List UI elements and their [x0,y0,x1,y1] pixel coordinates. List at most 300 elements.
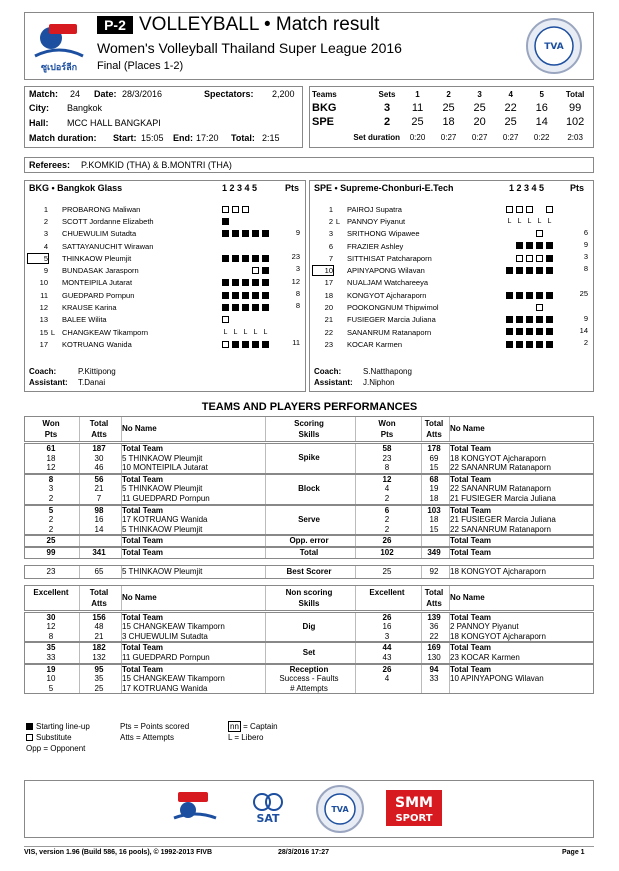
perf-cell: No Name [122,592,157,602]
player-left: 5 THINKAOW Pleumjit [122,484,203,494]
legend-start: Starting line-up [36,722,90,731]
won-pts-left: 25 [46,536,56,546]
best-atts-right: 92 [429,566,439,576]
libero-marker: L [223,328,228,336]
score-table [310,87,593,145]
player-name: PROBARONG Maliwan [62,204,141,214]
spe-team-title: SPE • Supreme-Chonburi-E.Tech [314,183,454,193]
won-pts-left: 5 [48,505,54,515]
player-right: 21 FUSIEGER Marcia Juliana [450,494,556,503]
player-name: KONGYOT Ajcharaporn [347,290,427,300]
player-number: 17 [39,339,48,349]
player-name: KRAUSE Karina [62,303,117,313]
player-number: 10 [39,278,48,288]
player-sets [506,204,556,213]
won-pts-right: 102 [380,548,394,557]
set-duration-label: Set duration [353,132,400,142]
player-sets [222,315,272,324]
player-right: Total Team [450,474,492,484]
footer-timestamp: 28/3/2016 17:27 [278,849,329,856]
spe-assistant-label: Assistant: [314,378,353,387]
total-atts-right: 22 [429,631,439,641]
player-name: APINYAPONG Wilavan [347,266,425,276]
substitute-square-icon [222,316,229,323]
won-pts-left: 30 [46,612,56,622]
player-right: 18 KONGYOT Ajcharaporn [450,631,546,641]
starting-square-icon [536,292,543,299]
footer-divider [24,846,594,847]
starting-square-icon [536,341,543,348]
start-time: 15:05 [141,133,164,143]
player-name: SITTHISAT Patcharaporn [347,253,432,263]
player-points: 8 [295,289,300,299]
perf-cell: Total Atts [89,587,109,608]
starting-square-icon [232,341,239,348]
set1-duration: 0:20 [409,132,426,142]
won-pts-left: 12 [46,463,56,473]
starting-square-icon [262,230,269,237]
total-atts-right: 19 [429,484,439,494]
date-label: Date: [94,89,117,99]
starting-square-icon [252,279,259,286]
stage-name: Final (Places 1-2) [97,60,184,72]
sponsor-tva-logo [312,784,368,834]
player-number: 12 [39,303,48,313]
starting-square-icon [232,304,239,311]
starting-square-icon [506,316,513,323]
player-points: 2 [583,338,588,348]
bkg-assistant: T.Danai [78,378,106,387]
starting-square-icon [546,267,553,274]
player-row [28,277,302,289]
player-name: THINKAOW Pleumjit [62,253,132,263]
score-header-set2: 2 [446,89,451,99]
won-pts-right: 26 [382,664,392,674]
sets-won-spe: 2 [383,116,391,128]
total-atts-right: 103 [427,505,441,515]
player-number: 15 [39,327,48,337]
total-atts-right: 33 [429,674,439,684]
player-name: POOKONGNUM Thipwimol [347,303,439,313]
player-number: 17 [324,278,333,288]
city-label: City: [29,103,49,113]
perf-cell: Total Atts [424,419,444,439]
player-sets [506,241,556,250]
duration-label: Match duration: [29,133,97,143]
starting-square-icon [536,328,543,335]
player-left: Total Team [122,505,164,515]
player-number: 21 [324,315,333,325]
perf-cell: Excellent [369,587,405,597]
player-left: Total Team [122,536,164,546]
hall-label: Hall: [29,118,49,128]
bkg-set5: 16 [535,102,548,114]
spe-pts-header: Pts [570,183,585,193]
player-name: SRITHONG Wipawee [347,229,420,239]
league-name: Women's Volleyball Thailand Super League 2016 [97,40,402,56]
starting-square-icon [526,341,533,348]
starting-square-icon [546,328,553,335]
score-header-sets: Sets [378,89,396,99]
won-pts-left: 61 [46,444,56,453]
player-sets [506,216,556,225]
starting-square-icon [232,279,239,286]
player-points: 3 [295,264,300,274]
set3-duration: 0:27 [471,132,488,142]
player-number: 2 [328,216,333,226]
player-number: 11 [40,290,48,300]
performances-title: TEAMS AND PLAYERS PERFORMANCES [201,401,418,413]
starting-square-icon [252,341,259,348]
substitute-square-icon [536,304,543,311]
player-number: 13 [39,315,48,325]
starting-square-icon [242,279,249,286]
player-left: 10 MONTEIPILA Jutarat [122,463,208,473]
substitute-square-icon [516,206,523,213]
won-pts-right: 26 [382,536,392,546]
player-number: 1 [328,204,333,214]
won-pts-left: 3 [48,484,54,494]
total-atts-right: 130 [427,653,441,662]
player-points: 3 [583,252,588,262]
player-left: 3 CHUEWULIM Sutadta [122,631,208,641]
captain-marker: nn [230,722,239,731]
performances-tables [24,416,594,718]
player-right [448,684,594,694]
league-logo [29,16,89,76]
best-atts-left: 65 [94,566,104,576]
starting-square-icon [252,292,259,299]
player-row [313,326,590,338]
starting-square-icon [536,267,543,274]
starting-square-icon [546,292,553,299]
player-left: Total Team [122,664,164,674]
footer-page: Page 1 [562,849,585,856]
player-sets [222,327,272,336]
spe-set1: 25 [411,116,424,128]
won-pts-left: 5 [48,683,54,693]
spectators-label: Spectators: [204,89,254,99]
player-row [28,240,302,252]
score-header-set1: 1 [415,89,420,99]
svg-text:ซูเปอร์ลีก: ซูเปอร์ลีก [40,63,78,73]
bkg-set3: 25 [473,102,486,114]
player-points: 12 [291,276,300,286]
spe-coach-label: Coach: [314,367,342,376]
won-pts-right: 6 [384,505,390,515]
player-left: 15 CHANGKEAW Tikamporn [122,622,225,632]
player-number: 4 [43,241,48,251]
player-number: 18 [324,290,333,300]
spe-set2: 18 [442,116,455,128]
start-label: Start: [113,133,137,143]
starting-square-icon [242,341,249,348]
starting-lineup-square-icon [26,723,33,730]
player-number: 7 [328,253,333,263]
bkg-coach: P.Kittipong [78,367,116,376]
player-points: 14 [579,325,588,335]
player-name: SCOTT Jordanne Elizabeth [62,216,154,226]
starting-square-icon [262,255,269,262]
total-atts-right: 169 [427,643,441,653]
player-sets [222,216,272,225]
player-number: 9 [43,266,48,276]
starting-square-icon [526,267,533,274]
player-row [313,301,590,313]
player-name: BUNDASAK Jarasporn [62,266,139,276]
score-header-total: Total [565,89,585,99]
total-atts-left: 341 [92,548,106,557]
skill-name: Opp. error [289,536,329,546]
total-atts-left: 7 [96,494,102,503]
player-row [28,338,302,350]
player-right: 22 SANANRUM Ratanaporn [450,524,551,534]
starting-square-icon [242,292,249,299]
end-time: 17:20 [196,133,219,143]
svg-text:SMM: SMM [395,795,433,811]
won-pts-left: 8 [48,631,54,641]
libero-flag: L [335,216,341,226]
player-left: 11 GUEDPARD Pornpun [122,494,210,503]
spe-set3: 20 [473,116,486,128]
player-row [313,252,590,264]
total-atts-left: 21 [94,484,104,494]
legend-libero: L = Libero [228,733,264,742]
spe-total: 102 [565,116,585,128]
libero-marker: L [517,218,522,226]
total-atts-right: 349 [427,548,441,557]
starting-square-icon [262,341,269,348]
starting-square-icon [506,328,513,335]
libero-marker: L [547,218,552,226]
player-left: 5 THINKAOW Pleumjit [122,453,203,463]
substitute-square-icon [242,206,249,213]
best-scorer-left: 5 THINKAOW Pleumjit [122,566,203,576]
won-pts-left: 2 [48,515,54,525]
player-row [28,301,302,313]
total-atts-left: 56 [94,474,104,484]
player-right: Total Team [450,536,492,546]
player-sets [506,339,556,348]
won-pts-left: 10 [46,674,56,684]
player-sets [222,229,272,238]
player-right: 21 FUSIEGER Marcia Juliana [450,515,556,525]
sponsors-box [24,780,594,838]
player-left: 5 THINKAOW Pleumjit [122,524,203,534]
won-pts-right: 2 [384,494,390,503]
total-atts-left: 46 [94,463,104,473]
player-row [313,215,590,227]
substitute-square-icon [516,255,523,262]
player-right: 22 SANANRUM Ratanaporn [450,484,551,494]
libero-marker: L [233,328,238,336]
bkg-set-header: 1 2 3 4 5 [222,183,258,193]
starting-square-icon [262,279,269,286]
spe-player-list [313,203,590,351]
skill-name: Block [298,483,320,493]
won-pts-right: 26 [382,612,392,622]
total-atts-right: 68 [429,474,439,484]
won-pts-left: 35 [46,643,56,653]
starting-square-icon [222,218,229,225]
skill-name: Total [299,548,319,557]
player-right: Total Team [450,505,492,515]
player-row [28,203,302,215]
player-points: 6 [583,227,588,237]
legend-atts: Atts = Attempts [120,733,175,742]
starting-square-icon [252,230,259,237]
skill-name: Reception [289,664,329,674]
libero-marker: L [253,328,258,336]
player-row [313,264,590,276]
starting-square-icon [516,267,523,274]
player-right: 18 KONGYOT Ajcharaporn [450,453,546,463]
match-date: 28/3/2016 [122,89,163,99]
player-row [313,203,590,215]
total-atts-left [78,536,120,546]
starting-square-icon [262,292,269,299]
total-atts-left: 16 [94,515,104,525]
bkg-coach-label: Coach: [29,367,57,376]
won-pts-left: 19 [46,664,56,674]
total-atts-left: 25 [94,683,104,693]
total-atts-right [420,684,448,694]
player-row [28,252,302,264]
perf-cell: No Name [450,592,485,602]
libero-marker: L [537,218,542,226]
total-atts-right: 18 [429,494,439,503]
player-right: Total Team [450,612,492,622]
total-atts-left: 156 [92,612,106,622]
won-pts-right: 4 [384,674,390,684]
player-points: 8 [583,264,588,274]
skill-name: Dig [302,621,316,631]
player-number: 22 [324,327,333,337]
substitute-square-icon [546,206,553,213]
total-atts-right: 94 [429,664,439,674]
libero-marker: L [527,218,532,226]
starting-square-icon [526,292,533,299]
player-name: GUEDPARD Pornpun [62,290,135,300]
player-right: Total Team [450,444,492,453]
player-sets [222,241,272,250]
total-atts-left: 95 [94,664,104,674]
won-pts-left: 99 [46,548,56,557]
player-name: FRAZIER Ashley [347,241,404,251]
player-number: 3 [328,229,333,239]
total-atts-left: 21 [94,631,104,641]
player-sets [506,265,556,274]
substitute-square-icon [536,230,543,237]
player-sets [506,278,556,287]
starting-square-icon [516,292,523,299]
player-right: Total Team [450,548,492,557]
perf-cell: Non scoring Skills [285,587,333,608]
player-sets [222,302,272,311]
bkg-assistant-label: Assistant: [29,378,68,387]
legend-sub: Substitute [36,733,72,742]
won-pts-left: 2 [48,494,54,503]
perf-cell: Scoring Skills [294,419,324,439]
won-pts-right: 16 [382,622,392,632]
player-number: 3 [43,229,48,239]
player-right: 22 SANANRUM Ratanaporn [450,463,551,473]
total-atts-left: 35 [94,674,104,684]
player-number: 1 [43,204,48,214]
player-row [313,228,590,240]
skill-name: Set [302,648,316,658]
starting-square-icon [242,230,249,237]
won-pts-right: 2 [384,524,390,534]
player-number: 6 [328,241,333,251]
match-number: 24 [70,89,81,99]
sponsor-sat-logo [244,790,292,826]
player-sets [506,229,556,238]
legend-opp: Opp = Opponent [26,744,86,753]
won-pts-left: 18 [46,453,56,463]
best-pts-right: 25 [382,566,392,576]
substitute-square-icon [232,206,239,213]
player-row [28,326,302,338]
won-pts-right [354,684,420,694]
total-atts-left: 182 [92,643,106,653]
total-atts-right: 36 [429,622,439,632]
team-code-bkg: BKG [312,102,337,114]
score-header-set5: 5 [539,89,544,99]
end-label: End: [173,133,193,143]
total-atts-right: 69 [429,453,439,463]
player-sets [222,339,272,348]
player-name: MONTEIPILA Jutarat [62,278,133,288]
total-atts-right: 139 [427,612,441,622]
total-atts-right: 18 [429,515,439,525]
referees-value: P.KOMKID (THA) & B.MONTRI (THA) [81,160,232,170]
player-name: CHANGKEAW Tikamporn [62,327,148,337]
starting-square-icon [516,328,523,335]
perf-cell: No Name [122,424,157,433]
player-row [313,314,590,326]
player-right: 10 APINYAPONG Wilavan [450,674,544,684]
player-name: KOTRUANG Wanida [62,339,132,349]
substitute-square-icon [526,255,533,262]
total-atts-left: 98 [94,505,104,515]
svg-text:SPORT: SPORT [395,813,433,824]
spe-set4: 25 [504,116,517,128]
score-header-set3: 3 [477,89,482,99]
starting-square-icon [222,255,229,262]
won-pts-right: 12 [382,474,392,484]
won-pts-right: 58 [382,444,392,453]
sponsor-super-league-logo [170,786,220,830]
total-label: Total: [231,133,255,143]
substitute-square-icon [26,734,33,741]
bkg-total: 99 [568,102,582,114]
player-row [28,289,302,301]
player-points: 23 [291,252,300,262]
won-pts-right: 4 [384,484,390,494]
starting-square-icon [242,255,249,262]
skill-name: Spike [298,453,320,462]
libero-flag: L [50,327,56,337]
starting-square-icon [222,304,229,311]
won-pts-left: 33 [46,653,56,662]
libero-marker: L [507,218,512,226]
perf-cell: Total Atts [424,587,444,608]
starting-square-icon [232,292,239,299]
won-pts-right: 44 [382,643,392,653]
total-atts-left: 48 [94,622,104,632]
player-row [313,277,590,289]
